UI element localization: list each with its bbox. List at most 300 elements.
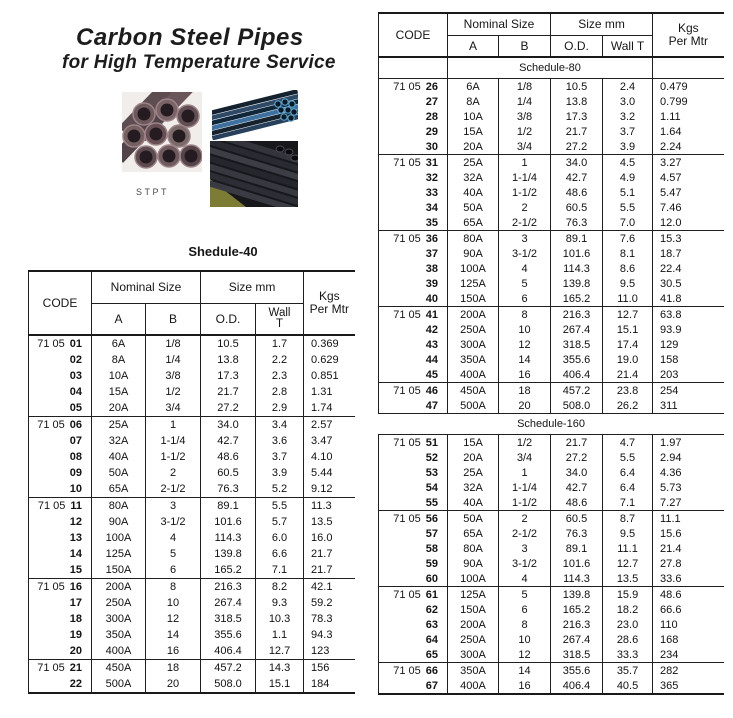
code-cell <box>379 398 448 414</box>
nominal-b-cell: 3 <box>146 498 201 515</box>
kgs-cell: 311 <box>660 399 678 412</box>
nominal-a-cell: 50A <box>448 200 499 215</box>
table-row <box>379 571 724 587</box>
nominal-a-cell: 20A <box>448 139 499 155</box>
nominal-a-cell: 50A <box>448 511 499 527</box>
wall-cell: 19.0 <box>603 352 653 367</box>
code-cell <box>379 200 448 215</box>
nominal-b-cell: 3-1/2 <box>499 246 551 261</box>
od-cell: 318.5 <box>551 647 603 663</box>
wall-header-line2: T <box>276 317 284 330</box>
od-cell: 114.3 <box>551 261 603 276</box>
kgs-cell: 1.11 <box>660 110 681 123</box>
nominal-a-cell: 350A <box>92 627 146 643</box>
table-row <box>29 643 355 660</box>
od-cell: 17.3 <box>201 368 256 384</box>
od-cell: 318.5 <box>201 611 256 627</box>
kgs-header-line2: Per Mtr <box>668 34 708 48</box>
code-cell <box>379 94 448 109</box>
kgs-cell: 3.27 <box>653 155 724 171</box>
code-prefix: 71 05 <box>37 581 65 593</box>
table-row <box>379 79 724 95</box>
nominal-b-cell: 1-1/2 <box>499 185 551 200</box>
code-cell <box>379 602 448 617</box>
kgs-cell: 27.8 <box>660 557 682 570</box>
table-row <box>29 417 355 434</box>
code-suffix: 28 <box>425 110 438 123</box>
nominal-b-cell: 1 <box>499 155 551 171</box>
wall-cell: 33.3 <box>603 647 653 663</box>
od-cell: 48.6 <box>551 185 603 200</box>
nominal-a-cell: 150A <box>92 562 146 579</box>
od-cell: 89.1 <box>551 231 603 247</box>
table-row <box>379 124 724 139</box>
wall-cell: 2.8 <box>256 384 304 400</box>
code-suffix: 33 <box>425 186 438 199</box>
nominal-a-cell: 125A <box>448 276 499 291</box>
kgs-cell: 30.5 <box>660 277 682 290</box>
kgs-cell: 282 <box>653 663 724 679</box>
wall-cell: 15.1 <box>603 322 653 337</box>
code-suffix: 57 <box>425 527 438 540</box>
wall-cell: 11.0 <box>603 291 653 307</box>
kgs-cell: 33.6 <box>660 572 682 585</box>
kgs-cell: 15.3 <box>653 231 724 247</box>
nominal-a-cell: 450A <box>92 660 146 677</box>
nominal-a-cell: 32A <box>92 433 146 449</box>
nominal-a-cell: 400A <box>448 678 499 694</box>
nominal-b-cell: 16 <box>146 643 201 660</box>
nominal-size-header: Nominal Size <box>448 13 551 35</box>
wall-cell: 7.1 <box>256 562 304 579</box>
wall-cell: 21.4 <box>603 367 653 383</box>
table-row <box>379 185 724 200</box>
kgs-cell: 184 <box>311 678 330 690</box>
nominal-b-cell: 1 <box>499 465 551 480</box>
table-row <box>29 676 355 693</box>
nominal-b-cell: 16 <box>499 678 551 694</box>
od-cell: 42.7 <box>551 170 603 185</box>
code-suffix: 60 <box>425 572 438 585</box>
od-cell: 355.6 <box>551 352 603 367</box>
table-row <box>379 94 724 109</box>
od-cell: 165.2 <box>551 602 603 617</box>
code-cell <box>379 185 448 200</box>
code-suffix: 32 <box>425 171 438 184</box>
kgs-cell: 234 <box>660 648 679 661</box>
od-cell: 27.2 <box>201 400 256 417</box>
wall-cell: 17.4 <box>603 337 653 352</box>
od-cell: 457.2 <box>201 660 256 677</box>
nominal-b-cell: 2 <box>499 200 551 215</box>
kgs-cell: 1.64 <box>660 125 682 138</box>
blue-pipes-photo <box>212 90 298 140</box>
nominal-a-cell: 200A <box>448 617 499 632</box>
nominal-a-cell: 100A <box>448 571 499 587</box>
code-suffix: 36 <box>425 232 438 245</box>
code-prefix: 71 05 <box>393 384 421 397</box>
wall-cell: 35.7 <box>603 663 653 679</box>
code-suffix: 03 <box>69 370 82 382</box>
nominal-a-cell: 200A <box>92 579 146 596</box>
nominal-a-cell: 125A <box>448 587 499 603</box>
table-row <box>379 322 724 337</box>
table-row <box>29 498 355 515</box>
wall-cell: 14.3 <box>256 660 304 677</box>
od-cell: 10.5 <box>551 79 603 95</box>
od-cell: 76.3 <box>201 481 256 498</box>
od-cell: 406.4 <box>551 678 603 694</box>
code-suffix: 10 <box>69 483 82 495</box>
kgs-cell: 16.0 <box>311 532 333 544</box>
wall-cell: 2.4 <box>603 79 653 95</box>
code-suffix: 22 <box>69 678 82 690</box>
nominal-b-cell: 10 <box>499 632 551 647</box>
wall-cell: 6.0 <box>256 530 304 546</box>
code-suffix: 46 <box>425 384 438 397</box>
nominal-b-cell: 5 <box>146 546 201 562</box>
nominal-a-cell: 250A <box>448 322 499 337</box>
table-row <box>379 556 724 571</box>
table-row <box>29 546 355 562</box>
nominal-a-cell: 500A <box>92 676 146 693</box>
code-cell <box>379 79 448 95</box>
nominal-b-cell: 1-1/4 <box>499 170 551 185</box>
wall-cell: 3.7 <box>603 124 653 139</box>
od-cell: 318.5 <box>551 337 603 352</box>
code-cell <box>29 449 92 465</box>
code-prefix: 71 05 <box>37 662 65 674</box>
kgs-cell: 0.369 <box>304 335 355 352</box>
wall-cell: 5.7 <box>256 514 304 530</box>
code-prefix: 71 05 <box>393 80 421 93</box>
table-row <box>379 109 724 124</box>
kgs-cell: 21.4 <box>660 542 682 555</box>
code-cell <box>379 139 448 155</box>
kgs-header <box>653 13 724 57</box>
od-cell: 165.2 <box>201 562 256 579</box>
code-suffix: 65 <box>425 648 438 661</box>
table-row <box>379 602 724 617</box>
code-cell <box>29 643 92 660</box>
table-row <box>379 352 724 367</box>
wall-cell: 4.7 <box>603 435 653 451</box>
wall-cell: 12.7 <box>256 643 304 660</box>
code-suffix: 43 <box>425 338 438 351</box>
nominal-b-cell: 16 <box>499 367 551 383</box>
product-photos <box>120 88 300 208</box>
wall-cell: 3.9 <box>256 465 304 481</box>
code-suffix: 01 <box>69 338 82 350</box>
nominal-a-cell: 200A <box>448 307 499 323</box>
nominal-a-cell: 500A <box>448 398 499 414</box>
code-prefix: 71 05 <box>37 338 65 350</box>
nominal-b-cell: 12 <box>499 647 551 663</box>
kgs-cell: 42.1 <box>304 579 355 596</box>
code-suffix: 51 <box>425 436 438 449</box>
code-cell <box>379 678 448 694</box>
table-row <box>29 627 355 643</box>
wall-cell: 4.9 <box>603 170 653 185</box>
table-row <box>379 291 724 307</box>
od-cell: 42.7 <box>551 480 603 495</box>
od-cell: 10.5 <box>201 335 256 352</box>
code-cell <box>29 579 92 596</box>
table-row <box>29 611 355 627</box>
code-cell <box>379 231 448 247</box>
code-suffix: 19 <box>69 629 82 641</box>
kgs-cell: 0.799 <box>660 95 688 108</box>
code-suffix: 41 <box>425 308 438 321</box>
wall-cell: 9.3 <box>256 595 304 611</box>
od-cell: 101.6 <box>551 556 603 571</box>
wall-cell: 7.0 <box>603 215 653 231</box>
nominal-b-cell: 1/4 <box>146 352 201 368</box>
code-suffix: 39 <box>425 277 438 290</box>
code-suffix: 62 <box>425 603 438 616</box>
table-row <box>379 617 724 632</box>
code-cell <box>29 530 92 546</box>
nominal-a-cell: 90A <box>448 246 499 261</box>
table-row <box>29 530 355 546</box>
table-row <box>379 678 724 694</box>
nominal-a-cell: 8A <box>448 94 499 109</box>
kgs-cell: 2.24 <box>660 140 682 153</box>
kgs-cell: 2.94 <box>660 451 682 464</box>
kgs-cell: 4.57 <box>660 171 682 184</box>
kgs-cell: 5.44 <box>311 467 333 479</box>
code-cell <box>379 571 448 587</box>
code-cell <box>29 514 92 530</box>
code-cell <box>379 663 448 679</box>
code-prefix: 71 05 <box>37 500 66 512</box>
kgs-cell: 110 <box>660 618 678 631</box>
code-cell <box>379 261 448 276</box>
kgs-cell: 93.9 <box>660 323 682 336</box>
nominal-b-cell: 14 <box>146 627 201 643</box>
table-row <box>379 495 724 511</box>
code-prefix: 71 05 <box>393 156 421 169</box>
nominal-a-cell: 32A <box>448 170 499 185</box>
wall-cell: 40.5 <box>603 678 653 694</box>
code-suffix: 52 <box>425 451 438 464</box>
table-row <box>379 398 724 414</box>
code-cell <box>379 155 448 171</box>
code-prefix: 71 05 <box>393 664 421 677</box>
table-row <box>379 663 724 679</box>
code-cell <box>379 109 448 124</box>
wall-cell: 7.1 <box>603 495 653 511</box>
nominal-a-cell: 100A <box>92 530 146 546</box>
nominal-b-cell: 6 <box>146 562 201 579</box>
code-cell <box>379 307 448 323</box>
wall-cell: 5.1 <box>603 185 653 200</box>
nominal-a-cell: 40A <box>448 185 499 200</box>
wall-cell: 10.3 <box>256 611 304 627</box>
code-suffix: 09 <box>69 467 82 479</box>
code-cell <box>29 417 92 434</box>
wall-cell: 3.7 <box>256 449 304 465</box>
nominal-b-cell: 12 <box>146 611 201 627</box>
nominal-b-cell: 2-1/2 <box>499 526 551 541</box>
code-suffix: 04 <box>69 386 82 398</box>
code-suffix: 54 <box>425 481 438 494</box>
col-b-header: B <box>499 35 551 57</box>
od-cell: 34.0 <box>201 417 256 434</box>
code-cell <box>379 435 448 451</box>
kgs-cell: 12.0 <box>660 216 682 229</box>
code-cell <box>379 367 448 383</box>
table-row <box>379 307 724 323</box>
code-cell <box>379 495 448 511</box>
od-cell: 34.0 <box>551 465 603 480</box>
code-cell <box>379 322 448 337</box>
code-suffix: 05 <box>69 402 82 414</box>
nominal-a-cell: 100A <box>448 261 499 276</box>
schedule-80-160-table <box>378 12 724 695</box>
table-row <box>379 632 724 647</box>
od-cell: 165.2 <box>551 291 603 307</box>
nominal-b-cell: 1/8 <box>499 79 551 95</box>
table-row <box>379 480 724 495</box>
nominal-a-cell: 32A <box>448 480 499 495</box>
code-cell <box>29 498 92 515</box>
nominal-a-cell: 90A <box>448 556 499 571</box>
code-suffix: 20 <box>69 645 82 657</box>
wall-cell: 6.4 <box>603 480 653 495</box>
wall-cell: 3.6 <box>256 433 304 449</box>
code-header: CODE <box>29 271 92 335</box>
code-cell <box>29 627 92 643</box>
code-cell <box>29 546 92 562</box>
nominal-a-cell: 20A <box>448 450 499 465</box>
code-cell <box>379 526 448 541</box>
schedule-band-label: Schedule-160 <box>379 414 724 435</box>
od-cell: 17.3 <box>551 109 603 124</box>
table-row <box>379 200 724 215</box>
code-cell <box>29 433 92 449</box>
kgs-cell: 48.6 <box>653 587 724 603</box>
code-cell <box>379 617 448 632</box>
pipe-ends-photo <box>122 92 202 172</box>
schedule-80-header <box>379 13 724 57</box>
code-cell <box>379 450 448 465</box>
schedule-band-label: Schedule-80 <box>448 57 653 79</box>
page-subtitle: for High Temperature Service <box>62 52 336 73</box>
code-suffix: 07 <box>69 435 82 447</box>
kgs-cell: 0.851 <box>311 370 339 382</box>
nominal-b-cell: 1/2 <box>499 124 551 139</box>
schedule-band-row <box>379 57 724 79</box>
table-row <box>379 587 724 603</box>
nominal-a-cell: 8A <box>92 352 146 368</box>
wall-cell: 3.0 <box>603 94 653 109</box>
schedule40-title: Shedule-40 <box>188 244 258 259</box>
kgs-cell: 203 <box>660 368 679 381</box>
code-cell <box>29 384 92 400</box>
code-cell <box>379 556 448 571</box>
nominal-b-cell: 18 <box>499 383 551 399</box>
od-cell: 21.7 <box>551 124 603 139</box>
wall-cell: 12.7 <box>603 307 653 323</box>
nominal-b-cell: 1/2 <box>499 435 551 451</box>
wall-cell: 11.1 <box>603 541 653 556</box>
wall-cell: 5.2 <box>256 481 304 498</box>
kgs-cell: 1.31 <box>311 386 333 398</box>
table-row <box>29 595 355 611</box>
od-cell: 267.4 <box>201 595 256 611</box>
code-suffix: 08 <box>69 451 82 463</box>
nominal-b-cell: 2-1/2 <box>499 215 551 231</box>
table-row <box>379 450 724 465</box>
nominal-b-cell: 3/4 <box>499 450 551 465</box>
table-row <box>379 367 724 383</box>
nominal-b-cell: 12 <box>499 337 551 352</box>
nominal-a-cell: 350A <box>448 352 499 367</box>
code-cell <box>379 291 448 307</box>
table-row <box>29 433 355 449</box>
col-b-header: B <box>146 303 201 335</box>
code-cell <box>379 124 448 139</box>
od-cell: 27.2 <box>551 450 603 465</box>
nominal-a-cell: 6A <box>448 79 499 95</box>
schedule-40-body <box>29 335 355 693</box>
col-od-header: O.D. <box>551 35 603 57</box>
table-row <box>29 352 355 368</box>
wall-cell: 5.5 <box>603 200 653 215</box>
od-cell: 48.6 <box>201 449 256 465</box>
nominal-b-cell: 3/4 <box>146 400 201 417</box>
nominal-b-cell: 1/8 <box>146 335 201 352</box>
nominal-b-cell: 2 <box>499 511 551 527</box>
code-suffix: 45 <box>425 368 438 381</box>
code-cell <box>29 595 92 611</box>
code-suffix: 40 <box>425 292 438 305</box>
wall-cell: 9.5 <box>603 276 653 291</box>
code-suffix: 55 <box>425 496 438 509</box>
table-row <box>379 170 724 185</box>
wall-cell: 12.7 <box>603 556 653 571</box>
od-cell: 216.3 <box>201 579 256 596</box>
kgs-cell: 3.47 <box>311 435 333 447</box>
kgs-header <box>304 271 355 335</box>
nominal-b-cell: 1-1/2 <box>146 449 201 465</box>
code-cell <box>379 170 448 185</box>
wall-cell: 7.6 <box>603 231 653 247</box>
nominal-b-cell: 3/8 <box>499 109 551 124</box>
od-cell: 13.8 <box>201 352 256 368</box>
kgs-cell: 21.7 <box>311 564 333 576</box>
code-suffix: 44 <box>425 353 438 366</box>
code-cell <box>379 337 448 352</box>
kgs-cell: 1.74 <box>311 402 333 414</box>
code-suffix: 67 <box>425 679 438 692</box>
kgs-cell: 0.479 <box>653 79 724 95</box>
kgs-header-line2: Per Mtr <box>309 302 349 316</box>
nominal-a-cell: 300A <box>448 647 499 663</box>
nominal-a-cell: 90A <box>92 514 146 530</box>
od-cell: 42.7 <box>201 433 256 449</box>
wall-cell: 23.8 <box>603 383 653 399</box>
page-title: Carbon Steel Pipes <box>76 24 304 51</box>
od-cell: 21.7 <box>201 384 256 400</box>
wall-cell: 26.2 <box>603 398 653 414</box>
code-suffix: 34 <box>425 201 438 214</box>
code-cell <box>379 511 448 527</box>
wall-cell: 18.2 <box>603 602 653 617</box>
code-cell <box>379 246 448 261</box>
nominal-a-cell: 80A <box>448 541 499 556</box>
